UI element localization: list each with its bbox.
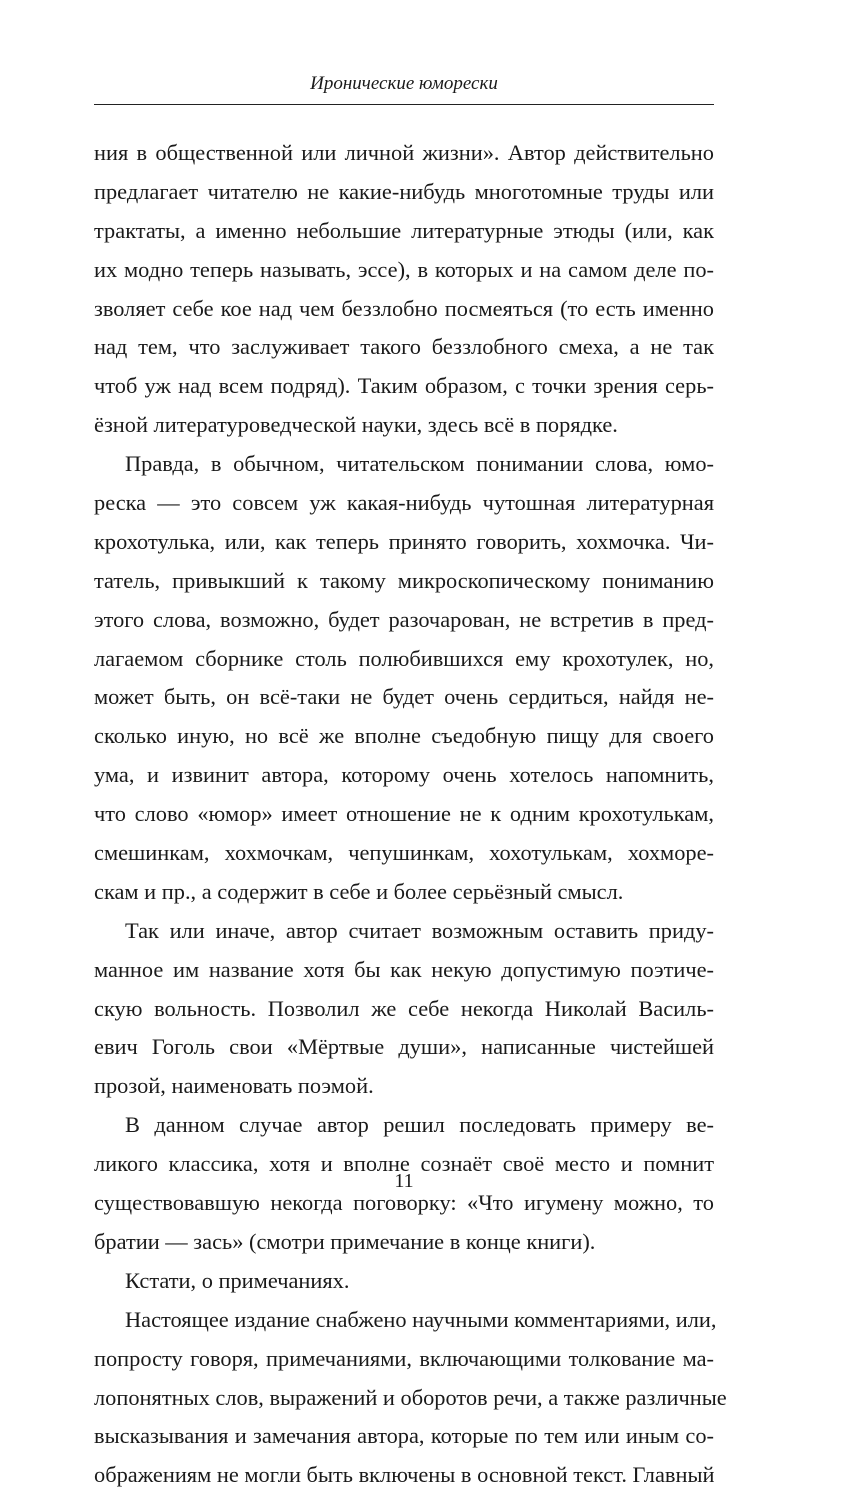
header-rule (94, 104, 714, 105)
text-line: братии — зась» (смотри примечание в конце книги). (94, 1228, 596, 1254)
page-number: 11 (394, 1170, 414, 1192)
body-text (94, 134, 727, 1495)
text-line: манное им название хотя бы как некую допустимую поэтиче- (94, 956, 714, 982)
text-line: Кстати, о примечаниях. (125, 1267, 350, 1293)
text-line: реска — это совсем уж какая-нибудь чутошная литературная (94, 490, 714, 516)
text-line: ображениям не могли быть включены в основной текст. Главный (94, 1462, 715, 1488)
text-line: лопонятных слов, выражений и оборотов речи, а также различные (94, 1384, 727, 1410)
text-line: этого слова, возможно, будет разочарован, не встретив в пред- (94, 606, 714, 632)
text-line: В данном случае автор решил последовать примеру ве- (125, 1112, 714, 1138)
text-line: трактаты, а именно небольшие литературные этюды (или, как (94, 217, 714, 243)
text-line: скую вольность. Позволил же себе некогда Николай Василь- (94, 995, 714, 1021)
text-line: Так или иначе, автор считает возможным оставить приду- (125, 917, 714, 943)
text-line: Правда, в обычном, читательском понимании слова, юмо- (125, 451, 714, 477)
text-line: ликого классика, хотя и вполне сознаёт своё место и помнит (94, 1151, 714, 1177)
text-line: над тем, что заслуживает такого беззлобного смеха, а не так (94, 334, 714, 360)
text-line: прозой, наименовать поэмой. (94, 1073, 374, 1099)
text-line: что слово «юмор» имеет отношение не к одним крохотулькам, (94, 801, 714, 827)
running-head: Иронические юморески (310, 73, 498, 94)
text-line: чтоб уж над всем подряд). Таким образом, с точки зрения серь- (94, 373, 714, 399)
text-line: может быть, он всё-таки не будет очень сердиться, найдя не- (94, 684, 714, 710)
text-line: татель, привыкший к такому микроскопическому пониманию (94, 567, 714, 593)
text-line: ума, и извинит автора, которому очень хотелось напомнить, (94, 762, 714, 788)
text-line: Настоящее издание снабжено научными комментариями, или, (125, 1306, 717, 1332)
text-line: крохотулька, или, как теперь принято говорить, хохмочка. Чи- (94, 528, 714, 554)
text-line: скам и пр., а содержит в себе и более серьёзный смысл. (94, 878, 624, 904)
text-line: сколько иную, но всё же вполне съедобную пищу для своего (94, 723, 714, 749)
text-line: высказывания и замечания автора, которые по тем или иным со- (94, 1423, 714, 1449)
text-line: ёзной литературоведческой науки, здесь всё в порядке. (94, 412, 618, 438)
text-line: зволяет себе кое над чем беззлобно посмеяться (то есть именно (94, 295, 714, 321)
text-line: предлагает читателю не какие-нибудь многотомные труды или (94, 178, 714, 204)
text-line: существовавшую некогда поговорку: «Что игумену можно, то (94, 1190, 714, 1216)
text-line: ния в общественной или личной жизни». Автор действительно (94, 140, 714, 165)
text-line: попросту говоря, примечаниями, включающими толкование ма- (94, 1345, 714, 1371)
text-line: евич Гоголь свои «Мёртвые души», написанные чистейшей (94, 1034, 714, 1060)
text-line: лагаемом сборнике столь полюбившихся ему крохотулек, но, (94, 645, 714, 671)
text-line: их модно теперь называть, эссе), в которых и на самом деле по- (94, 256, 714, 282)
text-line: смешинкам, хохмочкам, чепушинкам, хохотулькам, хохморе- (94, 840, 714, 866)
